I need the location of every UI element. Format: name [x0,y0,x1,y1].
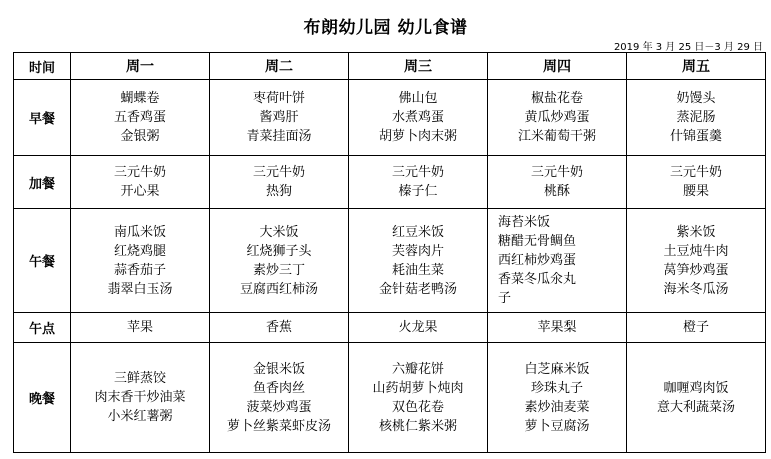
dish-item: 肉末香干炒油菜 [94,390,186,405]
menu-cell-afternoon-snack-friday [627,313,766,343]
day-header-thursday: 周四 [488,53,627,80]
dish-item: 南瓜米饭 [113,224,166,240]
meal-label: 午餐 [14,209,71,313]
dish-item: 海苔米饭 [498,215,551,230]
menu-cell-snack-tuesday [210,156,349,209]
dish-item: 意大利蔬菜汤 [656,399,735,415]
dish-item: 大米饭 [259,224,299,240]
dish-item: 水煮鸡蛋 [391,110,444,125]
menu-cell-afternoon-snack-monday [71,313,210,343]
menu-cell-dinner-thursday [488,343,627,453]
menu-cell-dinner-monday [71,343,210,453]
dish-item: 榛子仁 [398,184,438,199]
dish-item: 橙子 [682,320,709,335]
menu-cell-breakfast-friday [627,80,766,156]
meal-label: 加餐 [14,156,71,209]
dish-item: 蝴蝶卷 [120,91,160,106]
dish-item: 热狗 [265,184,292,199]
dish-item: 咖喱鸡肉饭 [663,380,729,396]
menu-cell-afternoon-snack-wednesday [349,313,488,343]
dish-item: 香蕉 [265,320,292,335]
dish-item: 豆腐西红柿汤 [239,281,318,297]
menu-cell-snack-friday [627,156,766,209]
date-range: 2019 年 3 月 25 日－3 月 29 日 [613,42,763,53]
dish-item: 小米红薯粥 [107,409,173,424]
dish-item: 桃酥 [543,184,570,199]
day-header-wednesday: 周三 [349,53,488,80]
meal-row-breakfast [14,80,766,156]
dish-item: 香菜冬瓜氽丸 [498,272,577,287]
dish-item: 金银粥 [120,129,160,144]
dish-item: 蒜香茄子 [113,262,166,278]
dish-item: 五香鸡蛋 [113,110,166,125]
dish-item: 素炒油麦菜 [524,399,590,415]
day-header-tuesday: 周二 [210,53,349,80]
dish-item: 苹果 [126,320,153,335]
menu-cell-dinner-tuesday [210,343,349,453]
day-header-monday: 周一 [71,53,210,80]
meal-label: 晚餐 [14,343,71,453]
dish-item: 紫米饭 [676,224,716,240]
dish-item: 腰果 [682,184,709,199]
dish-item: 翡翠白玉汤 [107,281,173,297]
menu-cell-breakfast-wednesday [349,80,488,156]
meal-row-afternoon-snack [14,313,766,343]
menu-cell-breakfast-monday [71,80,210,156]
dish-item: 金银米饭 [252,361,305,377]
dish-item: 菠菜炒鸡蛋 [246,399,312,415]
dish-item: 火龙果 [398,320,438,335]
menu-cell-lunch-thursday [488,209,627,313]
dish-item: 佛山包 [398,91,438,106]
menu-cell-snack-monday [71,156,210,209]
menu-cell-snack-wednesday [349,156,488,209]
dish-item: 红烧狮子头 [246,243,312,259]
dish-item: 三元牛奶 [530,165,583,180]
dish-item: 白芝麻米饭 [524,361,590,377]
dish-item: 苹果梨 [537,320,577,335]
dish-item: 三元牛奶 [252,165,305,180]
dish-item: 三元牛奶 [113,165,166,180]
meal-row-lunch [14,209,766,313]
dish-item: 莴笋炒鸡蛋 [663,262,729,278]
menu-cell-dinner-wednesday [349,343,488,453]
dish-item: 鱼香肉丝 [252,380,305,396]
dish-item: 六瓣花饼 [391,361,444,377]
dish-item: 枣荷叶饼 [252,91,305,106]
dish-item: 红豆米饭 [391,224,444,240]
dish-item: 黄瓜炒鸡蛋 [524,110,590,125]
menu-cell-snack-thursday [488,156,627,209]
menu-cell-lunch-tuesday [210,209,349,313]
dish-item: 西红柿炒鸡蛋 [498,253,577,268]
menu-table [13,52,766,453]
dish-item: 什锦蛋羹 [669,129,722,144]
dish-item: 土豆炖牛肉 [663,243,729,259]
dish-item: 双色花卷 [391,399,444,415]
dish-item: 金针菇老鸭汤 [378,281,457,297]
meal-row-dinner [14,343,766,453]
menu-cell-lunch-wednesday [349,209,488,313]
dish-item: 红烧鸡腿 [113,243,166,259]
menu-cell-breakfast-thursday [488,80,627,156]
dish-item: 椒盐花卷 [530,91,583,106]
dish-item: 三元牛奶 [391,165,444,180]
day-header-friday: 周五 [627,53,766,80]
dish-item: 开心果 [120,184,160,199]
dish-item: 海米冬瓜汤 [663,281,729,297]
dish-item: 胡萝卜肉末粥 [378,129,457,144]
menu-cell-afternoon-snack-tuesday [210,313,349,343]
dish-item: 江米葡萄干粥 [517,129,596,144]
header-row [14,53,766,80]
dish-item: 奶馒头 [676,91,716,106]
menu-cell-lunch-friday [627,209,766,313]
dish-item: 芙蓉肉片 [391,243,444,259]
time-header: 时间 [14,53,71,80]
dish-item: 青菜挂面汤 [246,129,312,144]
dish-item: 山药胡萝卜炖肉 [372,380,464,396]
page-title: 布朗幼儿园 幼儿食谱 [303,18,468,38]
dish-item: 酱鸡肝 [259,110,299,125]
menu-cell-afternoon-snack-thursday [488,313,627,343]
dish-item: 素炒三丁 [252,262,305,278]
menu-cell-lunch-monday [71,209,210,313]
meal-row-snack [14,156,766,209]
dish-item: 三元牛奶 [669,165,722,180]
dish-item: 蒸泥肠 [676,110,716,125]
meal-label: 午点 [14,313,71,343]
dish-item: 珍珠丸子 [530,380,583,396]
menu-cell-dinner-friday [627,343,766,453]
dish-item: 子 [498,291,512,306]
dish-item: 耗油生菜 [391,262,444,278]
meal-label: 早餐 [14,80,71,156]
dish-item: 萝卜豆腐汤 [524,418,590,434]
dish-item: 萝卜丝紫菜虾皮汤 [226,418,331,434]
dish-item: 三鲜蒸饺 [113,371,166,386]
menu-cell-breakfast-tuesday [210,80,349,156]
dish-item: 糖醋无骨鲷鱼 [498,234,577,249]
dish-item: 核桃仁紫米粥 [378,418,457,434]
